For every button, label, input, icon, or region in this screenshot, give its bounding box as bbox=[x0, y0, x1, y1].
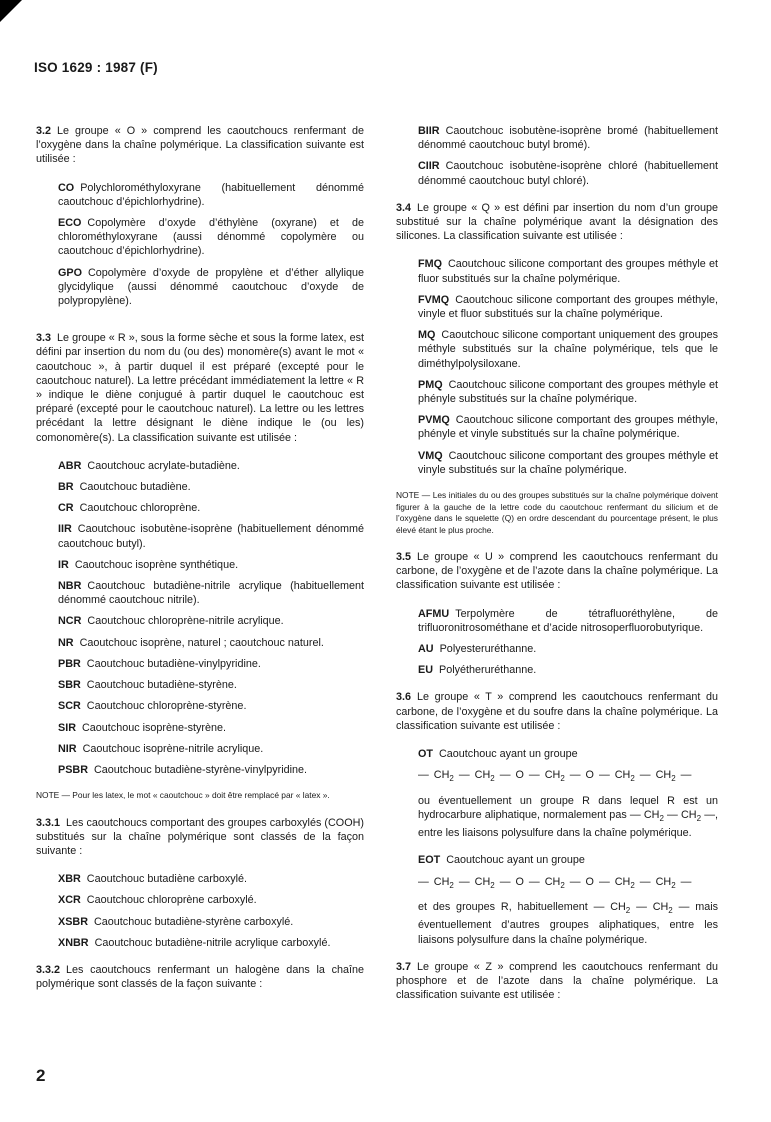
list-item: NIR Caoutchouc isoprène-nitrile acrylique. bbox=[58, 742, 264, 755]
list-item: MQ Caoutchouc silicone comportant uniquement des groupes méthyle substitués sur la chaîne polymérique, tels que le diméthylpolysiloxane. bbox=[418, 329, 718, 370]
list-item: SCR Caoutchouc chloroprène-styrène. bbox=[58, 700, 247, 713]
list-item: GPO Copolymère d’oxyde de propylène et d’éther allylique glycidylique (aussi dénommé caoutchouc d’oxyde de polypropylène). bbox=[58, 266, 364, 308]
list-item: CO Polychlorométhyloxyrane (habituellement dénommé caoutchouc d’épichlorhydrine). bbox=[58, 181, 364, 208]
list-item: AU Polyesteruréthanne. bbox=[418, 643, 537, 656]
list-halogen bbox=[396, 124, 718, 188]
section-3-3: 3.3 Le groupe « R », sous la forme sèche et sous la forme latex, est défini par insertion du nom du (ou des) monomère(s) avant le mot « caoutchouc », à partir duquel il est préparé (excepté pour le caoutchouc naturel). La lettre précédant immédiatement la lettre « R » indique le diène conjugué à partir duquel le caoutchouc est préparé (excepté pour le caoutchouc naturel). La lettre ou les lettres précédant la lettre désignant le diène indique le (ou les) comonomère(s). La classification suivante est utilisée : bbox=[36, 332, 364, 444]
list-3-3 bbox=[36, 459, 364, 777]
list-item: EU Polyétheruréthanne. bbox=[418, 664, 537, 677]
section-3-4: 3.4 Le groupe « Q » est défini par insertion du nom d’un groupe substitué sur la chaîne polymérique avant la désignation des silicones. La classification suivante est utilisée : bbox=[396, 201, 718, 243]
section-3-2: 3.2 Le groupe « O » comprend les caoutchoucs renfermant de l’oxygène dans la chaîne polymérique. La classification suivante est utilisée : bbox=[36, 125, 364, 166]
document-header: ISO 1629 : 1987 (F) bbox=[34, 60, 158, 75]
list-item-text: et des groupes R, habituellement — $CH_2$ — $CH_2$ — mais éventuellement d’autres groupes aliphatiques, entre les liaisons polysulfure dans la chaîne polymérique. bbox=[418, 900, 718, 946]
list-item: VMQ Caoutchouc silicone comportant des groupes méthyle et vinyle substitués sur la chaîne polymérique. bbox=[418, 449, 718, 476]
list-item: FMQ Caoutchouc silicone comportant des groupes méthyle et fluor substitués sur la chaîne polymérique. bbox=[418, 258, 718, 285]
list-item: ECO Copolymère d’oxyde d’éthylène (oxyrane) et de chlorométhyloxyrane (aussi dénommé copolymère ou caoutchouc d’épichlorhydrine). bbox=[58, 217, 364, 258]
note-latex: NOTE — Pour les latex, le mot « caoutchouc » doit être remplacé par « latex ». bbox=[36, 790, 330, 801]
list-item: IIR Caoutchouc isobutène-isoprène (habituellement dénommé caoutchouc butyl). bbox=[58, 523, 364, 550]
section-3-7: 3.7 Le groupe « Z » comprend les caoutchoucs renfermant du phosphore et de l’azote dans la chaîne polymérique. La classification suivante est utilisée : bbox=[396, 960, 718, 1002]
list-3-4 bbox=[396, 257, 718, 477]
chemical-formula: — $CH_2$ — $CH_2$ — O — $CH_2$ — O — $CH_2$ — $CH_2$ — bbox=[418, 875, 692, 890]
list-item: XCR Caoutchouc chloroprène carboxylé. bbox=[58, 894, 257, 907]
list-3-5 bbox=[396, 607, 718, 678]
list-item: SBR Caoutchouc butadiène-styrène. bbox=[58, 679, 237, 692]
list-item: PMQ Caoutchouc silicone comportant des groupes méthyle et phényle substitués sur la chaîne polymérique. bbox=[418, 378, 718, 406]
list-item: PBR Caoutchouc butadiène-vinylpyridine. bbox=[58, 657, 261, 670]
list-item-text: ou éventuellement un groupe R dans lequel R est un hydrocarbure aliphatique, normalement pas — $CH_2$ — $CH_2$ —, entre les liaisons polysulfure dans la chaîne polymérique. bbox=[418, 794, 718, 840]
list-item: BR Caoutchouc butadiène. bbox=[58, 481, 191, 494]
page-corner-mark bbox=[0, 0, 22, 22]
list-item: PSBR Caoutchouc butadiène-styrène-vinylpyridine. bbox=[58, 763, 308, 776]
page-number: 2 bbox=[36, 1066, 46, 1085]
list-item: BIIR Caoutchouc isobutène-isoprène bromé (habituellement dénommé caoutchouc butyl bromé). bbox=[418, 125, 718, 152]
section-3-6: 3.6 Le groupe « T » comprend les caoutchoucs renfermant du carbone, de l’oxygène et du soufre dans la chaîne polymérique. La classification suivante est utilisée : bbox=[396, 691, 718, 732]
list-item: XSBR Caoutchouc butadiène-styrène carboxylé. bbox=[58, 915, 294, 928]
list-item: PVMQ Caoutchouc silicone comportant des groupes méthyle, phényle et vinyle substitués sur la chaîne polymérique. bbox=[418, 414, 718, 441]
section-3-5: 3.5 Le groupe « U » comprend les caoutchoucs renfermant du carbone, de l’oxygène et de l’azote dans la chaîne polymérique. La classification suivante est utilisée : bbox=[396, 551, 718, 592]
list-item: NBR Caoutchouc butadiène-nitrile acrylique (habituellement dénommé caoutchouc nitrile). bbox=[58, 580, 364, 607]
list-item: FVMQ Caoutchouc silicone comportant des groupes méthyle, vinyle et fluor substitués sur la chaîne polymérique. bbox=[418, 293, 718, 321]
eot-definition bbox=[396, 853, 718, 946]
list-item: IR Caoutchouc isoprène synthétique. bbox=[58, 558, 239, 571]
section-3-3-2: 3.3.2 Les caoutchoucs renfermant un halogène dans la chaîne polymérique sont classés de la façon suivante : bbox=[36, 964, 364, 991]
list-item: SIR Caoutchouc isoprène-styrène. bbox=[58, 721, 227, 734]
list-3-3-1 bbox=[36, 872, 364, 950]
list-item: AFMU Terpolymère de tétrafluoréthylène, de trifluoronitrosométhane et d’acide nitrosoperfluorobutyrique. bbox=[418, 607, 718, 634]
list-item: NCR Caoutchouc chloroprène-nitrile acrylique. bbox=[58, 615, 284, 628]
list-item: NR Caoutchouc isoprène, naturel ; caoutchouc naturel. bbox=[58, 636, 324, 649]
note-silicone: NOTE — Les initiales du ou des groupes substitués sur la chaîne polymérique doivent figurer à la gauche de la lettre code du caoutchouc renfermant du silicium et de l’oxygène dans le squelette (Q) en ordre descendant du pourcentage présent, le plus élevé étant le plus proche. bbox=[396, 490, 718, 535]
ot-definition bbox=[396, 747, 718, 840]
list-item: CIIR Caoutchouc isobutène-isoprène chloré (habituellement dénommé caoutchouc butyl chloré). bbox=[418, 160, 718, 187]
section-3-3-1: 3.3.1 Les caoutchoucs comportant des groupes carboxylés (COOH) substitués sur la chaîne polymérique sont classés de la façon suivante : bbox=[36, 816, 364, 858]
list-item: XBR Caoutchouc butadiène carboxylé. bbox=[58, 873, 248, 886]
right-column bbox=[396, 124, 718, 1016]
list-item: OT Caoutchouc ayant un groupe bbox=[418, 748, 578, 761]
list-item: ABR Caoutchouc acrylate-butadiène. bbox=[58, 459, 240, 472]
left-column bbox=[36, 124, 364, 1005]
list-item: XNBR Caoutchouc butadiène-nitrile acrylique carboxylé. bbox=[58, 936, 331, 949]
chemical-formula: — $CH_2$ — $CH_2$ — O — $CH_2$ — O — $CH_2$ — $CH_2$ — bbox=[418, 769, 692, 784]
list-item: CR Caoutchouc chloroprène. bbox=[58, 502, 201, 515]
list-3-2 bbox=[36, 181, 364, 309]
list-item: EOT Caoutchouc ayant un groupe bbox=[418, 854, 585, 867]
